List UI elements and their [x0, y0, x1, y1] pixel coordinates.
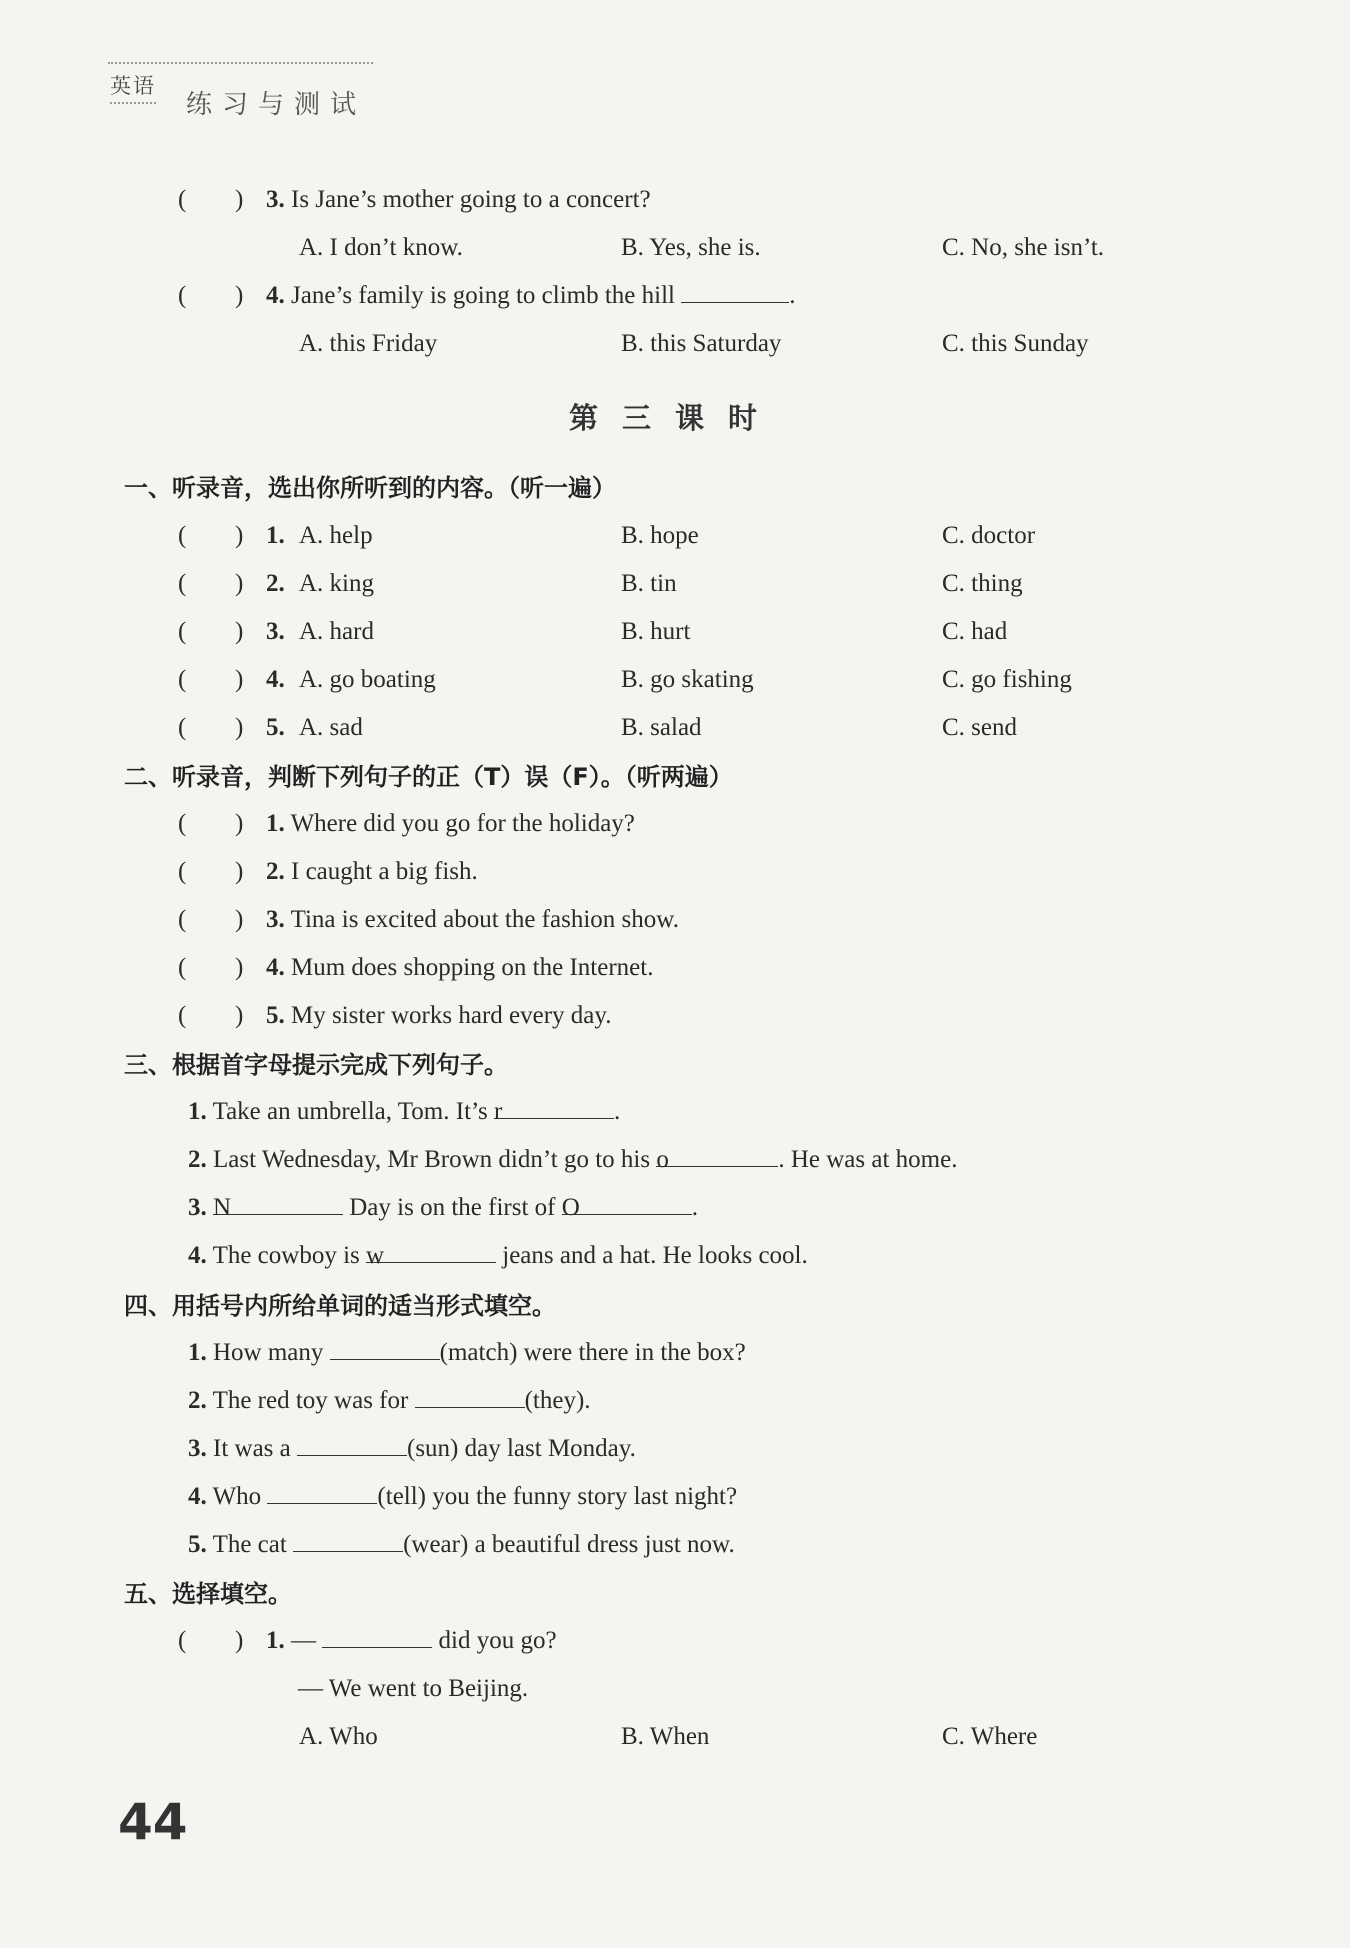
options-row — [0, 1717, 1350, 1757]
question-number: 3. — [266, 186, 285, 213]
fill-blank[interactable] — [656, 1140, 778, 1173]
question-number: 4. — [266, 282, 285, 309]
word-hint: (sun) — [407, 1435, 459, 1462]
option-a: A. hard — [299, 618, 374, 645]
item-number: 5. — [266, 1002, 285, 1029]
initial-letter: O — [561, 1194, 580, 1221]
option-b: B. When — [621, 1723, 710, 1750]
item-number: 3. — [266, 618, 285, 645]
sentence-part: . — [613, 1098, 621, 1125]
option-a: A. help — [299, 522, 373, 549]
item-number: 3. — [188, 1435, 207, 1462]
sentence-part: a beautiful dress just now. — [468, 1531, 735, 1558]
item-number: 1. — [188, 1339, 207, 1366]
list-item: ( ) 5. My sister works hard every day. — [178, 1002, 612, 1029]
sentence-part: Last Wednesday, Mr Brown didn’t go to his — [213, 1146, 657, 1173]
option-c: C. Where — [942, 1723, 1038, 1750]
item-number: 1. — [266, 810, 285, 837]
item-number: 4. — [188, 1483, 207, 1510]
option-a: A. this Friday — [299, 330, 438, 357]
list-item: ( ) 4. Mum does shopping on the Internet. — [178, 954, 654, 981]
fill-blank[interactable] — [322, 1621, 432, 1648]
section-5-title: 五、选择填空。 — [124, 1580, 292, 1608]
item-number: 4. — [266, 666, 285, 693]
options-row — [0, 324, 1350, 364]
section-3-title: 三、根据首字母提示完成下列句子。 — [124, 1051, 508, 1079]
lesson-title: 第三课时 — [568, 401, 781, 435]
fill-blank[interactable] — [561, 1188, 692, 1221]
sentence-part: The cat — [212, 1531, 294, 1558]
sentence-text: Mum does shopping on the Internet. — [291, 954, 654, 981]
word-hint: (wear) — [403, 1531, 469, 1558]
sentence-text: Where did you go for the holiday? — [290, 810, 635, 837]
list-item — [188, 1333, 746, 1373]
sentence-part: How many — [213, 1339, 330, 1366]
list-item — [188, 1381, 591, 1421]
option-a: A. king — [299, 570, 374, 597]
list-item — [188, 1525, 735, 1565]
initial-letter: N — [213, 1194, 232, 1221]
book-title: 练习与测试 — [186, 90, 367, 120]
option-b: B. Yes, she is. — [621, 234, 761, 261]
option-b: B. this Saturday — [621, 330, 782, 357]
list-item: ( ) 4. A. go boating B. go skating C. go fishing — [0, 660, 1350, 700]
page-header — [108, 62, 373, 120]
sentence-part: Take an umbrella, Tom. It’s — [212, 1098, 494, 1125]
word-hint: (they) — [524, 1387, 585, 1414]
question-row: ( ) 3. Is Jane’s mother going to a concert? — [178, 186, 651, 213]
sentence-part: The cowboy is — [212, 1242, 367, 1269]
sentence-text: Tina is excited about the fashion show. — [290, 906, 679, 933]
question-row: ( ) 4. Jane’s family is going to climb the hill . — [0, 276, 1350, 316]
options-row — [0, 228, 1350, 268]
option-b: B. hurt — [621, 618, 691, 645]
sentence-text: My sister works hard every day. — [291, 1002, 612, 1029]
option-a: A. sad — [299, 714, 363, 741]
fill-blank[interactable] — [493, 1092, 614, 1125]
list-item — [188, 1092, 620, 1132]
sentence-text: I caught a big fish. — [291, 858, 478, 885]
fill-blank[interactable] — [366, 1236, 496, 1269]
question-number: 1. — [266, 1627, 285, 1654]
section-1-title: 一、听录音，选出你所听到的内容。（听一遍） — [124, 474, 616, 502]
fill-blank[interactable] — [213, 1188, 343, 1221]
option-c: C. had — [942, 618, 1008, 645]
initial-letter: w — [366, 1242, 385, 1269]
item-number: 3. — [188, 1194, 207, 1221]
question-text-end: . — [789, 282, 796, 309]
sentence-part: It was a — [213, 1435, 297, 1462]
option-c: C. go fishing — [942, 666, 1072, 693]
list-item: ( ) 2. A. king B. tin C. thing — [0, 564, 1350, 604]
list-item — [188, 1429, 636, 1469]
dialogue-answer: — We went to Beijing. — [298, 1675, 529, 1702]
question-row: ( ) 1. — did you go? — [0, 1621, 1350, 1661]
sentence-part: Day is on the first of — [343, 1194, 562, 1221]
option-c: C. send — [942, 714, 1017, 741]
item-number: 2. — [266, 570, 285, 597]
section-2-title: 二、听录音，判断下列句子的正（T）误（F）。（听两遍） — [124, 763, 733, 791]
list-item — [188, 1236, 808, 1276]
question-text: Jane’s family is going to climb the hill — [291, 282, 675, 309]
option-a: A. Who — [299, 1723, 378, 1750]
option-c: C. No, she isn’t. — [942, 234, 1105, 261]
option-b: B. tin — [621, 570, 677, 597]
option-a: A. I don’t know. — [299, 234, 463, 261]
list-item: ( ) 2. I caught a big fish. — [178, 858, 478, 885]
sentence-part: . He was at home. — [778, 1146, 958, 1173]
list-item — [188, 1477, 737, 1517]
sentence-part: The red toy was for — [212, 1387, 415, 1414]
dialogue-dash: — — [291, 1627, 316, 1654]
sentence-part: you the funny story last night? — [426, 1483, 738, 1510]
word-hint: (match) — [439, 1339, 518, 1366]
fill-blank[interactable] — [415, 1381, 525, 1408]
list-item: ( ) 5. A. sad B. salad C. send — [0, 708, 1350, 748]
option-c: C. thing — [942, 570, 1023, 597]
option-b: B. go skating — [621, 666, 754, 693]
section-4-title: 四、用括号内所给单词的适当形式填空。 — [124, 1292, 556, 1320]
sentence-part: Who — [212, 1483, 268, 1510]
option-c: C. doctor — [942, 522, 1036, 549]
list-item: ( ) 3. Tina is excited about the fashion show. — [178, 906, 679, 933]
item-number: 3. — [266, 906, 285, 933]
item-number: 1. — [266, 522, 285, 549]
item-number: 5. — [188, 1531, 207, 1558]
item-number: 2. — [266, 858, 285, 885]
sentence-part: were there in the box? — [517, 1339, 746, 1366]
initial-letter: r — [493, 1098, 503, 1125]
list-item: ( ) 1. A. help B. hope C. doctor — [0, 516, 1350, 556]
item-number: 4. — [188, 1242, 207, 1269]
item-number: 4. — [266, 954, 285, 981]
sentence-part: . — [584, 1387, 591, 1414]
fill-blank[interactable] — [681, 276, 789, 303]
item-number: 2. — [188, 1146, 207, 1173]
question-text: did you go? — [432, 1627, 557, 1654]
item-number: 2. — [188, 1387, 207, 1414]
fill-blank[interactable] — [297, 1429, 407, 1456]
list-item — [188, 1188, 698, 1228]
word-hint: (tell) — [377, 1483, 427, 1510]
question-text: Is Jane’s mother going to a concert? — [291, 186, 651, 213]
option-a: A. go boating — [299, 666, 436, 693]
list-item: ( ) 3. A. hard B. hurt C. had — [0, 612, 1350, 652]
item-number: 1. — [188, 1098, 207, 1125]
subject-label: 英语 — [110, 70, 156, 104]
fill-blank[interactable] — [267, 1477, 377, 1504]
initial-letter: o — [656, 1146, 669, 1173]
fill-blank[interactable] — [293, 1525, 403, 1552]
list-item — [188, 1140, 957, 1180]
list-item: ( ) 1. Where did you go for the holiday? — [178, 810, 635, 837]
option-b: B. salad — [621, 714, 702, 741]
fill-blank[interactable] — [330, 1333, 440, 1360]
sentence-part: day last Monday. — [458, 1435, 636, 1462]
option-b: B. hope — [621, 522, 699, 549]
sentence-part: jeans and a hat. He looks cool. — [496, 1242, 808, 1269]
sentence-part: . — [691, 1194, 698, 1221]
option-c: C. this Sunday — [942, 330, 1089, 357]
page-number: 44 — [118, 1793, 188, 1851]
item-number: 5. — [266, 714, 285, 741]
